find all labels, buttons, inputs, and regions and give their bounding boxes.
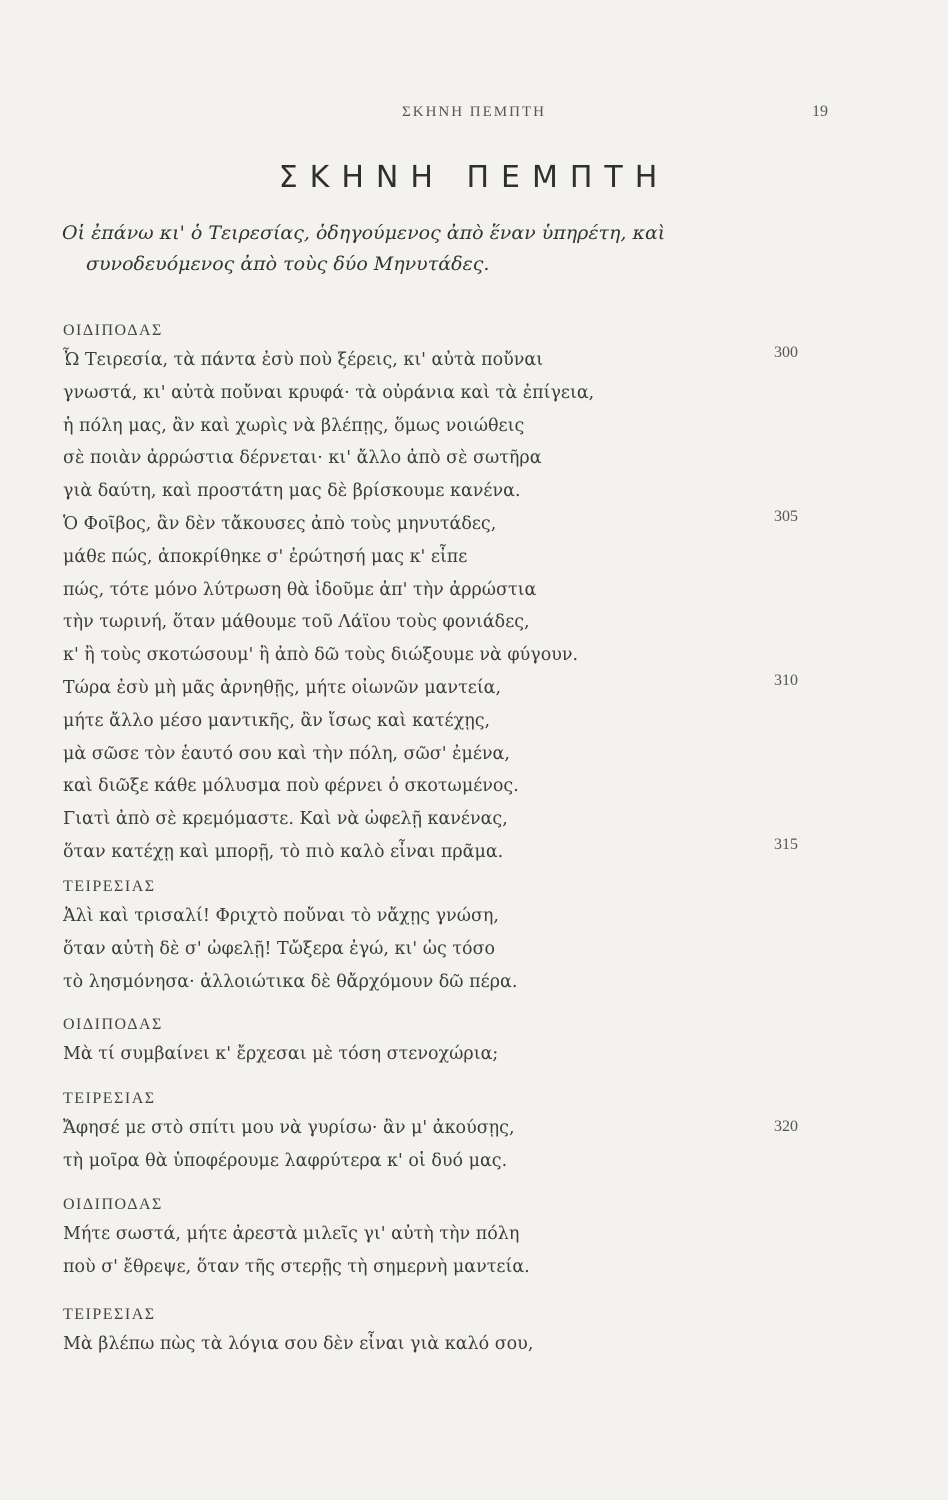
- verse-line: πώς, τότε μόνο λύτρωση θὰ ἰδοῦμε ἀπ' τὴν ἀρρώστια: [63, 579, 537, 600]
- verse-line: Μὰ βλέπω πὼς τὰ λόγια σου δὲν εἶναι γιὰ καλό σου,: [63, 1334, 534, 1354]
- verse-line: μὰ σῶσε τὸν ἑαυτό σου καὶ τὴν πόλη, σῶσ' ἐμένα,: [63, 743, 510, 764]
- verse-line: γνωστά, κι' αὐτὰ ποὔναι κρυφά· τὰ οὐράνια καὶ τὰ ἐπίγεια,: [63, 382, 595, 403]
- stage-direction: [62, 218, 832, 280]
- verse-line: μήτε ἄλλο μέσο μαντικῆς, ἂν ἴσως καὶ κατέχῃς,: [63, 710, 491, 731]
- line-number: 320: [774, 1118, 798, 1135]
- line-number: 305: [774, 508, 798, 525]
- stage-direction-line-2: συνοδευόμενος ἀπὸ τοὺς δύο Μηνυτάδες.: [86, 253, 490, 275]
- verse-line: κ' ἢ τοὺς σκοτώσουμ' ἢ ἀπὸ δῶ τοὺς διώξουμε νὰ φύγουν.: [63, 645, 579, 666]
- verse-line: τὸ λησμόνησα· ἀλλοιώτικα δὲ θἄρχόμουν δῶ πέρα.: [63, 971, 518, 992]
- verse-line: τὴ μοῖρα θὰ ὑποφέρουμε λαφρύτερα κ' οἱ δυό μας.: [63, 1150, 508, 1171]
- verse-line: μάθε πώς, ἀποκρίθηκε σ' ἐρώτησή μας κ' εἶπε: [63, 546, 468, 567]
- verse-line: Ὦ Τειρεσία, τὰ πάντα ἐσὺ ποὺ ξέρεις, κι' αὐτὰ ποὔναι: [63, 350, 544, 370]
- speaker-name: ΟΙΔΙΠΟΔΑΣ: [63, 1196, 163, 1213]
- speech-oidipodas-3: [63, 1192, 843, 1284]
- scene-title: ΣΚΗΝΗ ΠΕΜΠΤΗ: [278, 160, 670, 195]
- line-number: 310: [774, 672, 798, 689]
- speech-teiresias-3: [63, 1302, 843, 1361]
- speaker-name: ΟΙΔΙΠΟΔΑΣ: [63, 322, 163, 339]
- verse-line: ὅταν αὐτὴ δὲ σ' ὠφελῇ! Τὤξερα ἐγώ, κι' ὡς τόσο: [63, 938, 496, 959]
- verse-line: Μήτε σωστά, μήτε ἀρεστὰ μιλεῖς γι' αὐτὴ τὴν πόλη: [63, 1224, 520, 1244]
- running-head: ΣΚΗΝΗ ΠΕΜΠΤΗ: [402, 104, 546, 120]
- verse-line: Ὁ Φοῖβος, ἂν δὲν τἄκουσες ἀπὸ τοὺς μηνυτάδες,: [63, 513, 497, 534]
- verse-line: Τώρα ἐσὺ μὴ μᾶς ἀρνηθῇς, μήτε οἰωνῶν μαντεία,: [63, 677, 502, 698]
- verse-line: Ἀλὶ καὶ τρισαλί! Φριχτὸ ποὔναι τὸ νἄχῃς γνώση,: [63, 906, 499, 926]
- speaker-name: ΤΕΙΡΕΣΙΑΣ: [63, 1306, 156, 1323]
- speaker-name: ΟΙΔΙΠΟΔΑΣ: [63, 1016, 163, 1033]
- verse-line: ἡ πόλη μας, ἂν καὶ χωρὶς νὰ βλέπῃς, ὅμως νοιώθεις: [63, 415, 525, 436]
- speaker-name: ΤΕΙΡΕΣΙΑΣ: [63, 878, 156, 895]
- speech-oidipodas-1: [63, 318, 843, 869]
- verse-line: Γιατὶ ἀπὸ σὲ κρεμόμαστε. Καὶ νὰ ὠφελῇ κανένας,: [63, 809, 508, 830]
- speech-oidipodas-2: [63, 1012, 843, 1071]
- speech-teiresias-1: [63, 874, 843, 998]
- stage-direction-line-1: Οἱ ἐπάνω κι' ὁ Τειρεσίας, ὁδηγούμενος ἀπὸ ἕναν ὑπηρέτη, καὶ: [62, 222, 666, 244]
- line-number: 315: [774, 836, 798, 853]
- page-number: 19: [812, 103, 828, 120]
- verse-line: Μὰ τί συμβαίνει κ' ἔρχεσαι μὲ τόση στενοχώρια;: [63, 1044, 499, 1064]
- speech-teiresias-2: [63, 1086, 843, 1178]
- verse-line: καὶ διῶξε κάθε μόλυσμα ποὺ φέρνει ὁ σκοτωμένος.: [63, 776, 519, 797]
- verse-line: τὴν τωρινή, ὅταν μάθουμε τοῦ Λάϊου τοὺς φονιάδες,: [63, 612, 530, 633]
- verse-line: σὲ ποιὰν ἀρρώστια δέρνεται· κι' ἄλλο ἀπὸ σὲ σωτῆρα: [63, 448, 542, 469]
- verse-line: γιὰ δαύτη, καὶ προστάτη μας δὲ βρίσκουμε κανένα.: [63, 481, 521, 502]
- verse-line: ποὺ σ' ἔθρεψε, ὅταν τῆς στερῇς τὴ σημερνὴ μαντεία.: [63, 1256, 530, 1277]
- verse-line: ὅταν κατέχῃ καὶ μπορῇ, τὸ πιὸ καλὸ εἶναι πρᾶμα.: [63, 841, 504, 862]
- verse-line: Ἄφησέ με στὸ σπίτι μου νὰ γυρίσω· ἂν μ' ἀκούσῃς,: [63, 1118, 515, 1138]
- speaker-name: ΤΕΙΡΕΣΙΑΣ: [63, 1090, 156, 1107]
- line-number: 300: [774, 344, 798, 361]
